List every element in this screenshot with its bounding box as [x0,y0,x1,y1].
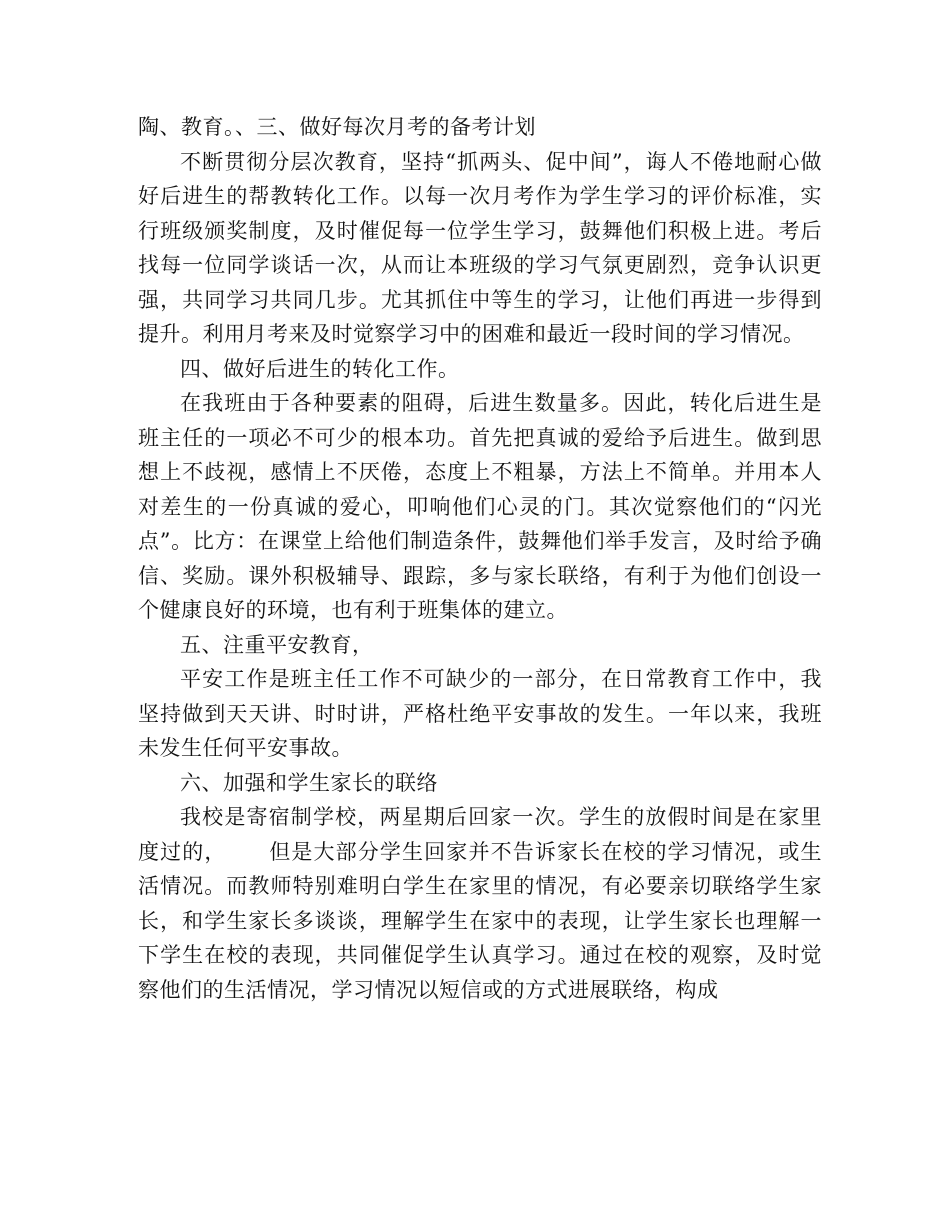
paragraph-parent-contact [138,800,822,1007]
document-body [138,110,822,1007]
paragraph-parent-contact-part-b: 但是大部分学生回家并不告诉家长在校的学习情况，或生活情况。而教师特别难明白学生在家里的情况，有必要亲切联络学生家长，和学生家长多谈谈，理解学生在家中的表现，让学生家长也理解一下学生在校的表现，共同催促学生认真学习。通过在校的观察，及时觉察他们的生活情况，学习情况以短信或的方式进展联络，构成 [138,839,823,1002]
paragraph-underachiever-transformation: 在我班由于各种要素的阻碍，后进生数量多。因此，转化后进生是班主任的一项必不可少的根本功。首先把真诚的爱给予后进生。做到思想上不歧视，感情上不厌倦，态度上不粗暴，方法上不简单。并用本人对差生的一份真诚的爱心，叩响他们心灵的门。其次觉察他们的“闪光点”。比方：在课堂上给他们制造条件，鼓舞他们举手发言，及时给予确信、奖励。课外积极辅导、跟踪，多与家长联络，有利于为他们创设一个健康良好的环境，也有利于班集体的建立。 [138,391,822,622]
paragraph-monthly-exam-plan: 不断贯彻分层次教育，坚持“抓两头、促中间”，诲人不倦地耐心做好后进生的帮教转化工作。以每一次月考作为学生学习的评价标准，实行班级颁奖制度，及时催促每一位学生学习，鼓舞他们积极上进。考后找每一位同学谈话一次，从而让本班级的学习气氛更剧烈，竞争认识更强，共同学习共同几步。尤其抓住中等生的学习，让他们再进一步得到提升。利用月考来及时觉察学习中的困难和最近一段时间的学习情况。 [138,149,822,346]
heading-section-six: 六、加强和学生家长的联络 [180,770,438,795]
heading-section-five: 五、注重平安教育， [180,632,374,657]
paragraph-safety-education: 平安工作是班主任工作不可缺少的一部分，在日常教育工作中，我坚持做到天天讲、时时讲，严格杜绝平安事故的发生。一年以来，我班未发生任何平安事故。 [138,667,822,760]
paragraph-parent-contact-part-a: 我校是寄宿制学校，两星期后回家一次。学生的放假时间是在家里度过的， [138,805,822,864]
paragraph-continuation: 陶、教育。、三、做好每次月考的备考计划 [138,115,536,139]
heading-section-four: 四、做好后进生的转化工作。 [180,356,460,381]
